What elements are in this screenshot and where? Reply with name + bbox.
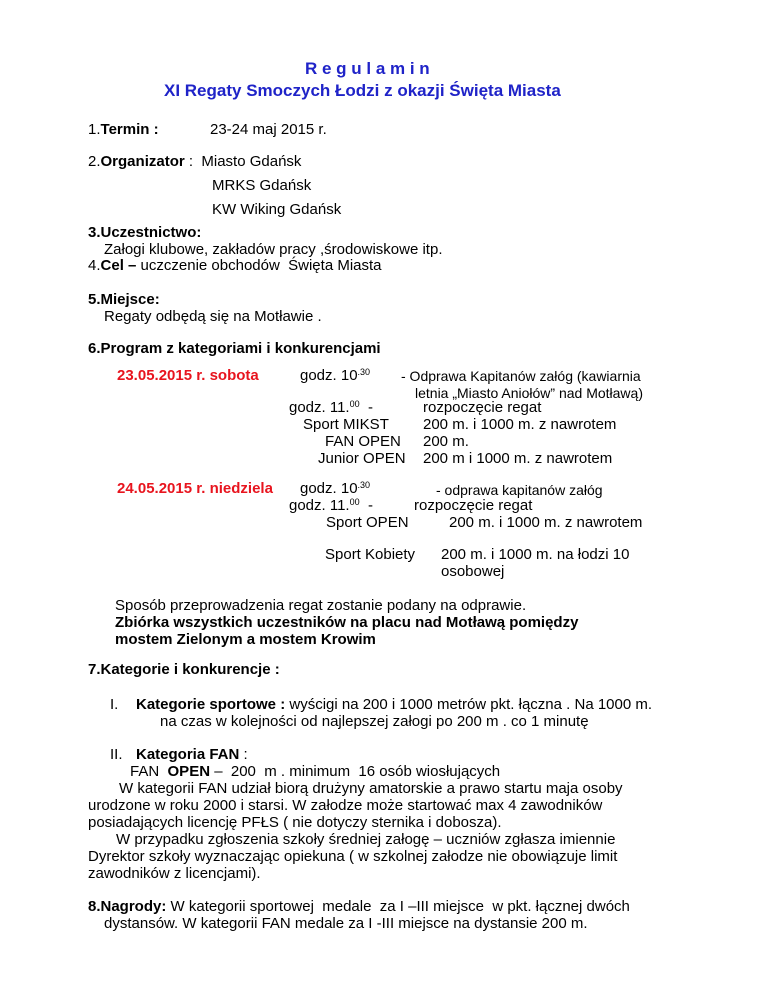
day2-time1	[300, 480, 370, 498]
time-text: godz. 10	[300, 480, 358, 497]
day2-desc1: - odprawa kapitanów załóg	[436, 482, 603, 498]
fan-para-6: zawodników z licencjami).	[88, 865, 261, 882]
section-number: 4.	[88, 257, 101, 274]
day1-r2-value: 200 m.	[423, 433, 469, 450]
day2-r2-value-a: 200 m. i 1000 m. na łodzi 10	[441, 546, 630, 563]
category-ii-num: II.	[110, 746, 123, 763]
day2-r2-label: Sport Kobiety	[325, 546, 416, 563]
day2-r1-label: Sport OPEN	[326, 514, 409, 531]
day1-r1-value: 200 m. i 1000 m. z nawrotem	[423, 416, 617, 433]
time-dash: -	[359, 497, 373, 514]
fan-para-1: W kategorii FAN udział biorą drużyny amatorskie a prawo startu maja osoby	[119, 780, 623, 797]
section-nagrody	[88, 898, 630, 916]
day2-date: 24.05.2015 r. niedziela	[117, 480, 273, 497]
day1-r3-label: Junior OPEN	[318, 450, 406, 467]
organizer-1: Miasto Gdańsk	[201, 153, 302, 170]
uczestnictwo-text: Załogi klubowe, zakładów pracy ,środowiskowe itp.	[104, 241, 443, 258]
category-colon: :	[239, 746, 248, 763]
section-label: 8.Nagrody:	[88, 898, 167, 915]
day2-r1-value: 200 m. i 1000 m. z nawrotem	[449, 514, 643, 531]
category-i-text2: na czas w kolejności od najlepszej załogi po 200 m . co 1 minutę	[160, 713, 589, 730]
section-label: Organizator	[100, 153, 185, 170]
day1-desc1a: - Odprawa Kapitanów załóg (kawiarnia	[401, 368, 641, 384]
program-note: Sposób przeprowadzenia regat zostanie podany na odprawie.	[115, 597, 527, 614]
day2-r2-value-b: osobowej	[441, 563, 505, 580]
fan-para-4: W przypadku zgłoszenia szkoły średniej załogę – uczniów zgłasza imiennie	[116, 831, 616, 848]
section-organizator	[88, 153, 301, 171]
section-uczestnictwo-heading: 3.Uczestnictwo:	[88, 224, 202, 241]
time-text: godz. 11.	[289, 399, 350, 416]
organizer-3: KW Wiking Gdańsk	[212, 201, 342, 218]
nagrody-text2: dystansów. W kategorii FAN medale za I -III miejsce na dystansie 200 m.	[104, 915, 588, 932]
section-kategorie-heading: 7.Kategorie i konkurencje :	[88, 661, 280, 678]
day1-time2	[289, 399, 373, 417]
fan-post: – 200 m . minimum 16 osób wiosłujących	[210, 763, 501, 780]
fan-para-3: posiadających licencję PFŁS ( nie dotyczy sternika i dobosza).	[88, 814, 502, 831]
section-number: 2.	[88, 153, 101, 170]
fan-open-line	[130, 763, 500, 781]
time-text: godz. 11.	[289, 497, 350, 514]
miejsce-text: Regaty odbędą się na Motławie .	[104, 308, 322, 325]
nagrody-text1: W kategorii sportowej medale za I –III miejsce w pkt. łącznej dwóch	[166, 898, 630, 915]
category-text: wyścigi na 200 i 1000 metrów pkt. łączna . Na 1000 m.	[285, 696, 653, 713]
fan-para-2: urodzone w roku 2000 i starsi. W załodze może startować max 4 zawodników	[88, 797, 603, 814]
section-label: Cel –	[100, 257, 137, 274]
organizer-2: MRKS Gdańsk	[212, 177, 312, 194]
day1-r3-value: 200 m i 1000 m. z nawrotem	[423, 450, 613, 467]
category-label: Kategorie sportowe :	[136, 696, 286, 713]
section-program-heading: 6.Program z kategoriami i konkurencjami	[88, 340, 381, 357]
time-dash: -	[359, 399, 373, 416]
cel-text: uczczenie obchodów Święta Miasta	[136, 257, 382, 274]
time-sup: .30	[357, 367, 371, 377]
section-number: 1.	[88, 121, 101, 138]
category-i	[136, 696, 652, 714]
section-miejsce-heading: 5.Miejsce:	[88, 291, 160, 308]
meeting-point-line1: Zbiórka wszystkich uczestników na placu nad Motławą pomiędzy	[115, 614, 579, 631]
fan-para-5: Dyrektor szkoły wyznaczając opiekuna ( w szkolnej załodze nie obowiązuje limit	[88, 848, 618, 865]
day2-desc2: rozpoczęcie regat	[414, 497, 533, 514]
category-i-num: I.	[110, 696, 119, 713]
day1-r1-label: Sport MIKST	[303, 416, 389, 433]
day1-desc2: rozpoczęcie regat	[423, 399, 542, 416]
fan-pre: FAN	[130, 763, 168, 780]
section-label: Termin :	[100, 121, 159, 138]
category-label: Kategoria FAN	[136, 746, 240, 763]
termin-value: 23-24 maj 2015 r.	[210, 121, 327, 138]
meeting-point-line2: mostem Zielonym a mostem Krowim	[115, 631, 376, 648]
doc-subtitle: XI Regaty Smoczych Łodzi z okazji Święta Miasta	[164, 81, 561, 100]
time-text: godz. 10	[300, 367, 358, 384]
section-cel	[88, 257, 382, 275]
time-sup: 00	[349, 399, 360, 409]
day1-time1	[300, 367, 370, 385]
separator: :	[184, 153, 202, 170]
day1-desc1b: letnia „Miasto Aniołów” nad Motławą)	[415, 385, 643, 401]
section-termin	[88, 121, 159, 139]
day1-date: 23.05.2015 r. sobota	[117, 367, 259, 384]
time-sup: 00	[349, 497, 360, 507]
doc-title: R e g u l a m i n	[305, 59, 430, 78]
category-ii	[136, 746, 248, 764]
day2-time2	[289, 497, 373, 515]
time-sup: .30	[357, 480, 371, 490]
day1-r2-label: FAN OPEN	[325, 433, 401, 450]
fan-open: OPEN	[167, 763, 211, 780]
